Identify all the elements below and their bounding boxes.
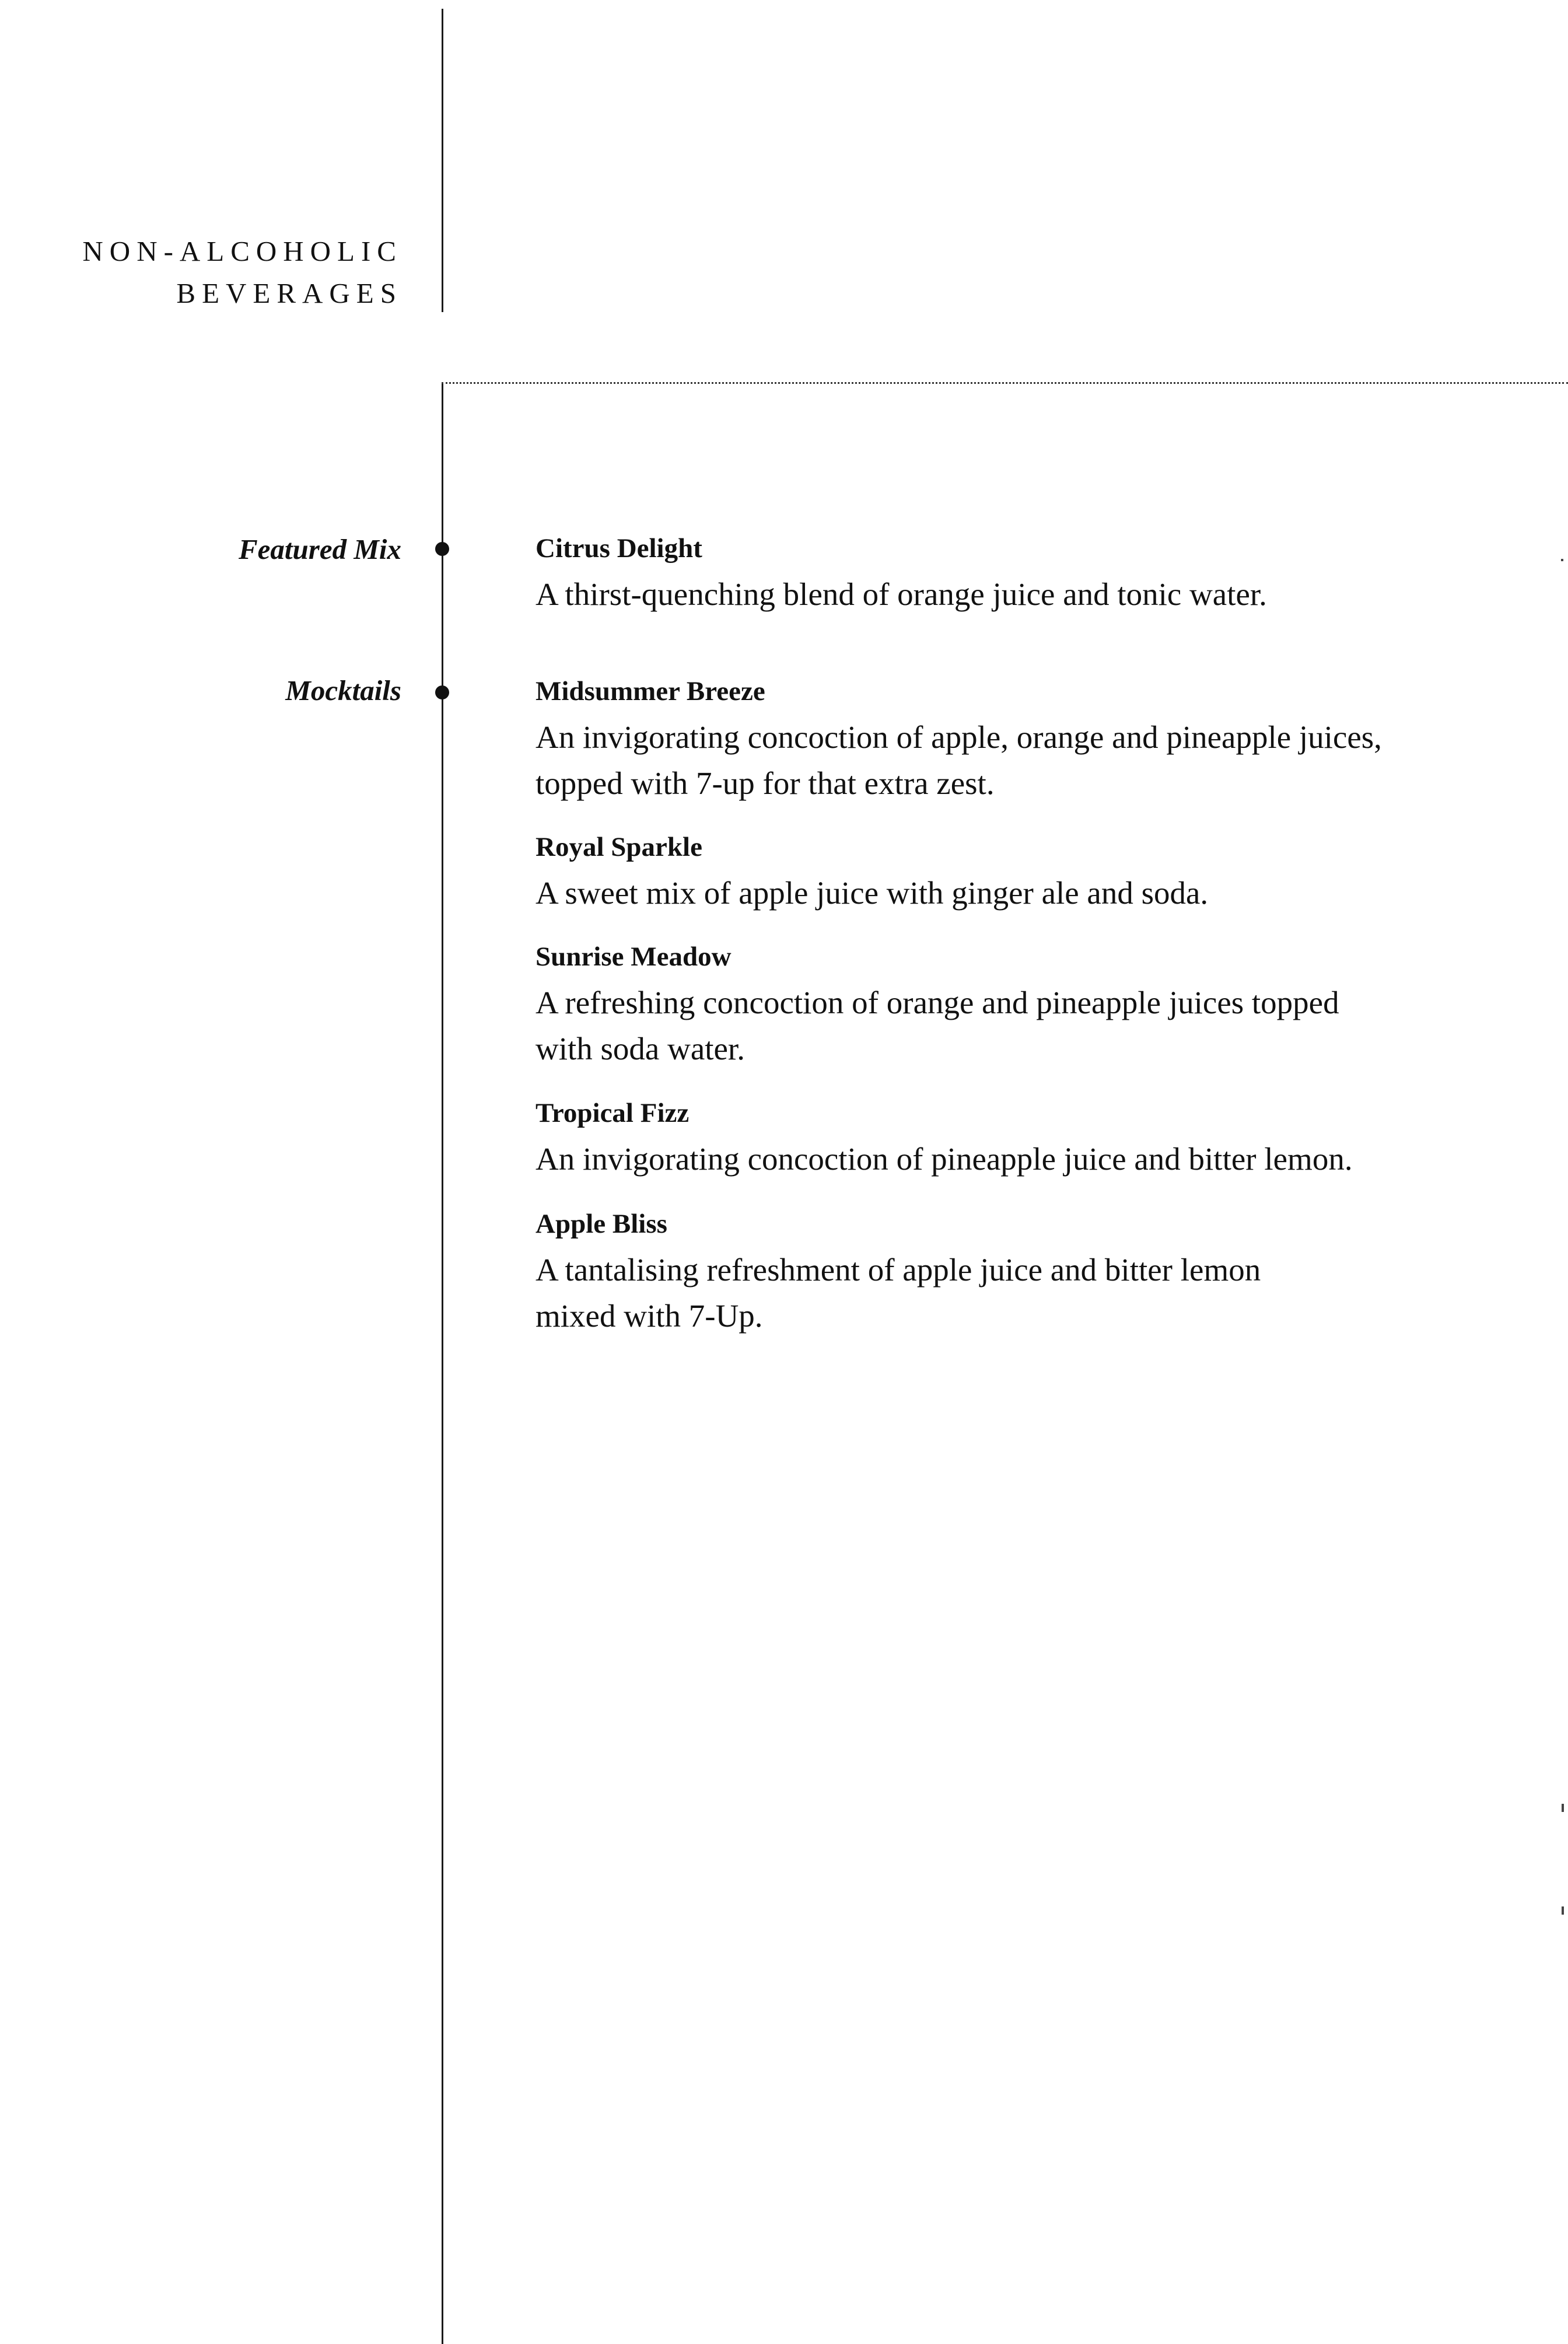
category-label-mocktails: Mocktails [285, 674, 401, 706]
menu-item-sunrise-meadow [536, 939, 1498, 1072]
menu-item-citrus-delight [536, 531, 1498, 617]
item-description-line: An invigorating concoction of apple, orange and pineapple juices, [536, 719, 1382, 755]
item-description [536, 714, 1498, 806]
item-description-line: mixed with 7-Up. [536, 1298, 763, 1334]
bullet-dot-icon [435, 542, 449, 556]
item-description-line: with soda water. [536, 1031, 745, 1066]
item-description [536, 870, 1498, 916]
section-title [0, 230, 402, 314]
item-name: Apple Bliss [536, 1209, 667, 1239]
item-description-line: An invigorating concoction of pineapple juice and bitter lemon. [536, 1141, 1353, 1177]
item-description-line: A thirst-quenching blend of orange juice and tonic water. [536, 576, 1267, 612]
scan-speck [1561, 559, 1563, 561]
section-title-line-1: NON-ALCOHOLIC [82, 235, 402, 267]
item-description [536, 979, 1498, 1072]
vertical-rule-top [442, 9, 443, 312]
item-description [536, 1136, 1498, 1182]
item-description-line: A tantalising refreshment of apple juice and bitter lemon [536, 1252, 1261, 1288]
menu-item-tropical-fizz [536, 1096, 1498, 1182]
item-name: Midsummer Breeze [536, 676, 765, 706]
menu-item-apple-bliss [536, 1206, 1498, 1339]
menu-item-royal-sparkle [536, 830, 1498, 916]
section-title-line-2: BEVERAGES [176, 277, 402, 309]
item-name: Tropical Fizz [536, 1098, 690, 1128]
bullet-dot-icon [435, 685, 449, 699]
item-description [536, 1247, 1498, 1339]
item-name: Citrus Delight [536, 533, 702, 564]
item-name: Royal Sparkle [536, 832, 702, 862]
scan-speck [1562, 1906, 1564, 1915]
item-name: Sunrise Meadow [536, 942, 732, 972]
item-description-line: A sweet mix of apple juice with ginger ale and soda. [536, 875, 1209, 911]
item-description-line: topped with 7-up for that extra zest. [536, 765, 995, 801]
item-description [536, 571, 1498, 617]
menu-item-midsummer-breeze [536, 674, 1498, 806]
vertical-rule-main [442, 382, 443, 2344]
horizontal-dotted-rule [442, 382, 1568, 384]
category-label-featured-mix: Featured Mix [238, 533, 401, 565]
scan-speck [1562, 1804, 1564, 1812]
item-description-line: A refreshing concoction of orange and pineapple juices topped [536, 985, 1339, 1020]
